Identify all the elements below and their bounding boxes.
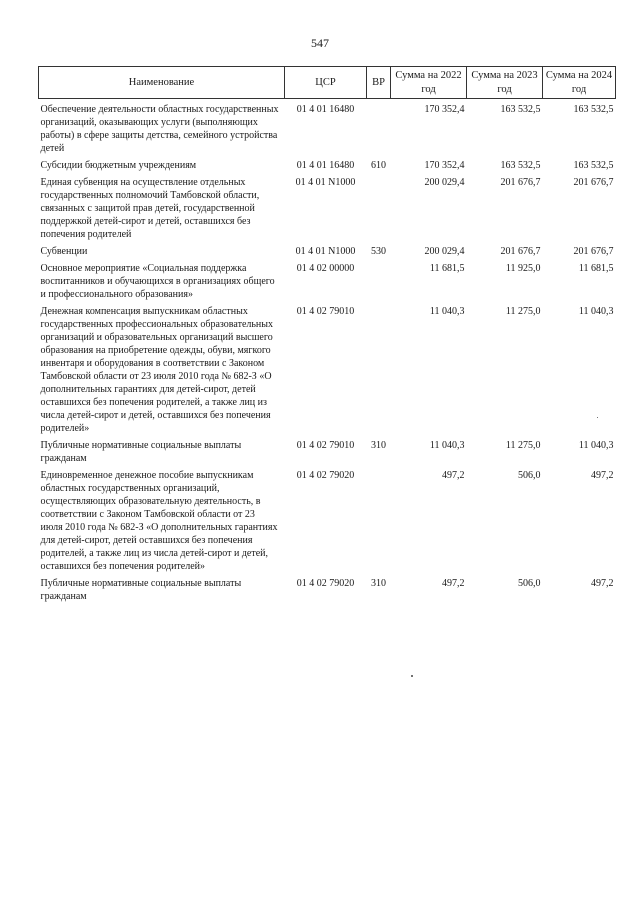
table-header — [39, 67, 616, 99]
row-name: Публичные нормативные социальные выплаты гражданам — [40, 578, 242, 602]
row-sum-2024: 11 040,3 — [578, 440, 614, 451]
row-sum-2022: 200 029,4 — [424, 177, 465, 188]
row-vr: 610 — [371, 160, 386, 171]
table-row — [39, 99, 616, 160]
table-body — [39, 99, 616, 608]
header-csr: ЦСР — [285, 67, 367, 99]
row-sum-2024: 163 532,5 — [573, 160, 614, 171]
table-row — [39, 159, 616, 176]
row-name: Единовременное денежное пособие выпускникам областных государственных организаций, осуществляющих образовательную деятельность, в соответствии с Законом Тамбовской области от 23 июля 2010 года № 682-З «О дополнительных гарантиях для детей-сирот, детей оставшихся без попечения родителей, а также лиц из числа детей-сирот и детей, оставшихся без попечения родителей» — [40, 470, 278, 572]
scan-speck — [597, 417, 598, 418]
row-csr: 01 4 02 79010 — [296, 440, 355, 451]
row-sum-2023: 201 676,7 — [500, 246, 541, 257]
row-vr — [367, 262, 391, 305]
row-csr: 01 4 01 N1000 — [295, 246, 356, 257]
row-vr — [367, 469, 391, 577]
row-sum-2023: 506,0 — [518, 578, 541, 589]
table-row — [39, 577, 616, 607]
header-name: Наименование — [39, 67, 285, 99]
row-sum-2023: 11 275,0 — [505, 440, 541, 451]
row-vr: 530 — [371, 246, 386, 257]
table-row — [39, 176, 616, 245]
header-sum-2024: Сумма на 2024 год — [543, 67, 616, 99]
row-csr: 01 4 02 79020 — [296, 578, 355, 589]
budget-table — [38, 66, 616, 607]
row-sum-2023: 163 532,5 — [500, 160, 541, 171]
row-sum-2023: 163 532,5 — [500, 104, 541, 115]
row-sum-2024: 497,2 — [591, 470, 614, 481]
row-name: Обеспечение деятельности областных государственных организаций, оказывающих услуги (выполняющих работы) в сфере защиты детства, семейного устройства детей — [40, 104, 279, 154]
row-name: Публичные нормативные социальные выплаты гражданам — [40, 440, 242, 464]
row-sum-2022: 170 352,4 — [424, 160, 465, 171]
row-sum-2023: 11 925,0 — [505, 263, 541, 274]
row-sum-2022: 497,2 — [442, 470, 465, 481]
row-sum-2024: 163 532,5 — [573, 104, 614, 115]
scan-speck — [411, 675, 413, 677]
row-sum-2022: 11 681,5 — [429, 263, 465, 274]
row-csr: 01 4 01 N1000 — [295, 177, 356, 188]
row-vr: 310 — [371, 440, 386, 451]
row-vr — [367, 305, 391, 439]
row-sum-2023: 11 275,0 — [505, 306, 541, 317]
row-vr: 310 — [371, 578, 386, 589]
row-name: Субсидии бюджетным учреждениям — [40, 160, 197, 171]
row-csr: 01 4 01 16480 — [296, 104, 355, 115]
row-sum-2022: 170 352,4 — [424, 104, 465, 115]
header-sum-2022: Сумма на 2022 год — [391, 67, 467, 99]
row-sum-2024: 11 040,3 — [578, 306, 614, 317]
row-name: Денежная компенсация выпускникам областных государственных профессиональных образовательных организаций и образовательных организаций высшего образования на приобретение одежды, обуви, мягкого инвентаря и оборудования в соответствии с Законом Тамбовской области от 23 июля 2010 года № 682-З «О дополнительных гарантиях для детей-сирот, детей оставшихся без попечения родителей, а также лиц из числа детей-сирот и детей, оставшихся без попечения родителей» — [40, 306, 273, 434]
row-csr: 01 4 01 16480 — [296, 160, 355, 171]
row-sum-2022: 497,2 — [442, 578, 465, 589]
row-csr: 01 4 02 00000 — [296, 263, 355, 274]
row-name: Субвенции — [40, 246, 88, 257]
row-sum-2024: 201 676,7 — [573, 246, 614, 257]
table-row — [39, 469, 616, 577]
row-sum-2022: 11 040,3 — [429, 440, 465, 451]
row-vr — [367, 99, 391, 160]
row-sum-2024: 201 676,7 — [573, 177, 614, 188]
header-sum-2023: Сумма на 2023 год — [467, 67, 543, 99]
table-row — [39, 305, 616, 439]
header-vr: ВР — [367, 67, 391, 99]
row-sum-2022: 11 040,3 — [429, 306, 465, 317]
row-vr — [367, 176, 391, 245]
page-number: 547 — [311, 36, 329, 50]
table-row — [39, 245, 616, 262]
row-sum-2023: 506,0 — [518, 470, 541, 481]
table-row — [39, 262, 616, 305]
row-sum-2024: 11 681,5 — [578, 263, 614, 274]
row-sum-2022: 200 029,4 — [424, 246, 465, 257]
row-csr: 01 4 02 79020 — [296, 470, 355, 481]
row-sum-2024: 497,2 — [591, 578, 614, 589]
row-csr: 01 4 02 79010 — [296, 306, 355, 317]
row-name: Основное мероприятие «Социальная поддержка воспитанников и обучающихся в организациях общего и профессионального образования» — [40, 263, 275, 300]
row-sum-2023: 201 676,7 — [500, 177, 541, 188]
table-row — [39, 439, 616, 469]
row-name: Единая субвенция на осуществление отдельных государственных полномочий Тамбовской области, связанных с защитой прав детей, государственной поддержкой детей-сирот и детей, оставшихся без попечения родителей — [40, 177, 260, 240]
